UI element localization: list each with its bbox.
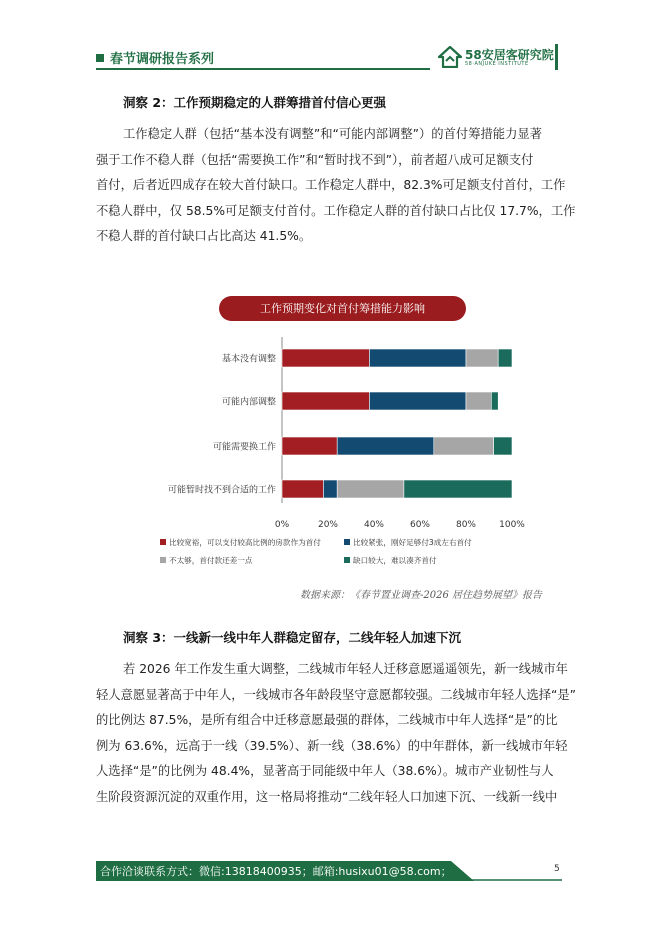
bar-segment-s2 — [369, 392, 466, 410]
bar-segment-s1 — [282, 480, 323, 498]
legend-label: 缺口较大，难以凑齐首付 — [353, 556, 437, 565]
paragraph-line: 例为 63.6%，远高于一线（39.5%）、新一线（38.6%）的中年群体，新一线城市年轻 — [96, 738, 568, 753]
category-label: 基本没有调整 — [221, 354, 276, 365]
x-tick-label: 60% — [409, 520, 431, 530]
bar-segment-s4 — [498, 349, 512, 367]
bar-segment-s4 — [494, 437, 512, 455]
bar-segment-s3 — [434, 437, 494, 455]
paragraph-line: 人选择“是”的比例为 48.4%，显著高于同能级中年人（38.6%）。城市产业韧性与人 — [96, 764, 554, 778]
bar-segment-s2 — [337, 437, 434, 455]
x-tick-label: 20% — [317, 520, 339, 530]
legend-swatch — [344, 539, 350, 545]
paragraph-line: 首付，后者近四成存在较大首付缺口。工作稳定人群中，82.3%可足额支付首付，工作 — [96, 178, 566, 192]
bar-segment-s2 — [323, 480, 337, 498]
legend-label: 不太够，首付款还差一点 — [169, 556, 253, 565]
insight-2-heading: 洞察 2：工作预期稳定的人群筹措首付信心更强 — [123, 95, 387, 110]
report-series-title-text: 春节调研报告系列 — [110, 52, 215, 67]
bar-segment-s1 — [282, 437, 337, 455]
bar-segment-s1 — [282, 392, 369, 410]
bar-segment-s1 — [282, 349, 369, 367]
paragraph-line: 工作稳定人群（包括“基本没有调整”和“可能内部调整”）的首付筹措能力显著 — [123, 127, 542, 141]
paragraph-line: 不稳人群的首付缺口占比高达 41.5%。 — [96, 229, 312, 243]
category-label: 可能需要换工作 — [212, 442, 276, 453]
chart-title: 工作预期变化对首付筹措能力影响 — [219, 296, 466, 321]
data-source-note: 数据来源：《春节置业调查-2026 居住趋势展望》报告 — [300, 590, 543, 601]
category-label: 可能内部调整 — [221, 397, 276, 408]
paragraph-line: 强于工作不稳人群（包括“需要换工作”和“暂时找不到”），前者超八成可足额支付 — [96, 152, 534, 167]
x-tick-label: 100% — [499, 520, 525, 530]
x-tick-label: 40% — [363, 520, 385, 530]
legend-label: 比较宽裕，可以支付较高比例的房款作为首付 — [169, 538, 321, 547]
legend-swatch — [344, 557, 350, 563]
logo-english-name: 58·ANJUKE INSTITUTE — [465, 61, 529, 67]
bar-segment-s3 — [337, 480, 404, 498]
paragraph-line: 若 2026 年工作发生重大调整，二线城市年轻人迁移意愿遥遥领先，新一线城市年 — [123, 662, 568, 676]
category-label: 可能暂时找不到合适的工作 — [167, 485, 276, 496]
bar-segment-s3 — [466, 349, 498, 367]
bar-segment-s2 — [369, 349, 466, 367]
bar-segment-s3 — [466, 392, 491, 410]
bar-segment-s4 — [491, 392, 498, 410]
logo-chinese-name: 58安居客研究院 — [465, 48, 554, 62]
paragraph-line: 的比例达 87.5%，是所有组合中迁移意愿最强的群体，二线城市中年人选择“是”的比 — [96, 713, 558, 727]
page-number: 5 — [554, 864, 560, 874]
insight-3-paragraph — [96, 657, 577, 810]
paragraph-line: 生阶段资源沉淀的双重作用，这一格局将推动“二线年轻人口加速下沉、一线新一线中 — [96, 789, 558, 804]
paragraph-line: 不稳人群中，仅 58.5%可足额支付首付。工作稳定人群的首付缺口占比仅 17.7%，工作 — [96, 203, 576, 218]
x-tick-label: 0% — [274, 520, 290, 530]
bar-segment-s4 — [404, 480, 512, 498]
insight-3-heading: 洞察 3：一线新一线中年人群稳定留存，二线年轻人加速下沉 — [123, 630, 462, 645]
footer-contact: 合作洽谈联系方式：微信:13818400935；邮箱:husixu01@58.com； — [100, 865, 452, 878]
x-tick-label: 80% — [455, 520, 477, 530]
legend-label: 比较紧张，刚好足够付3成左右首付 — [353, 538, 472, 547]
paragraph-line: 轻人意愿显著高于中年人，一线城市各年龄段坚守意愿都较强。二线城市年轻人选择“是” — [96, 687, 577, 702]
legend-swatch — [160, 539, 166, 545]
legend-swatch — [160, 557, 166, 563]
